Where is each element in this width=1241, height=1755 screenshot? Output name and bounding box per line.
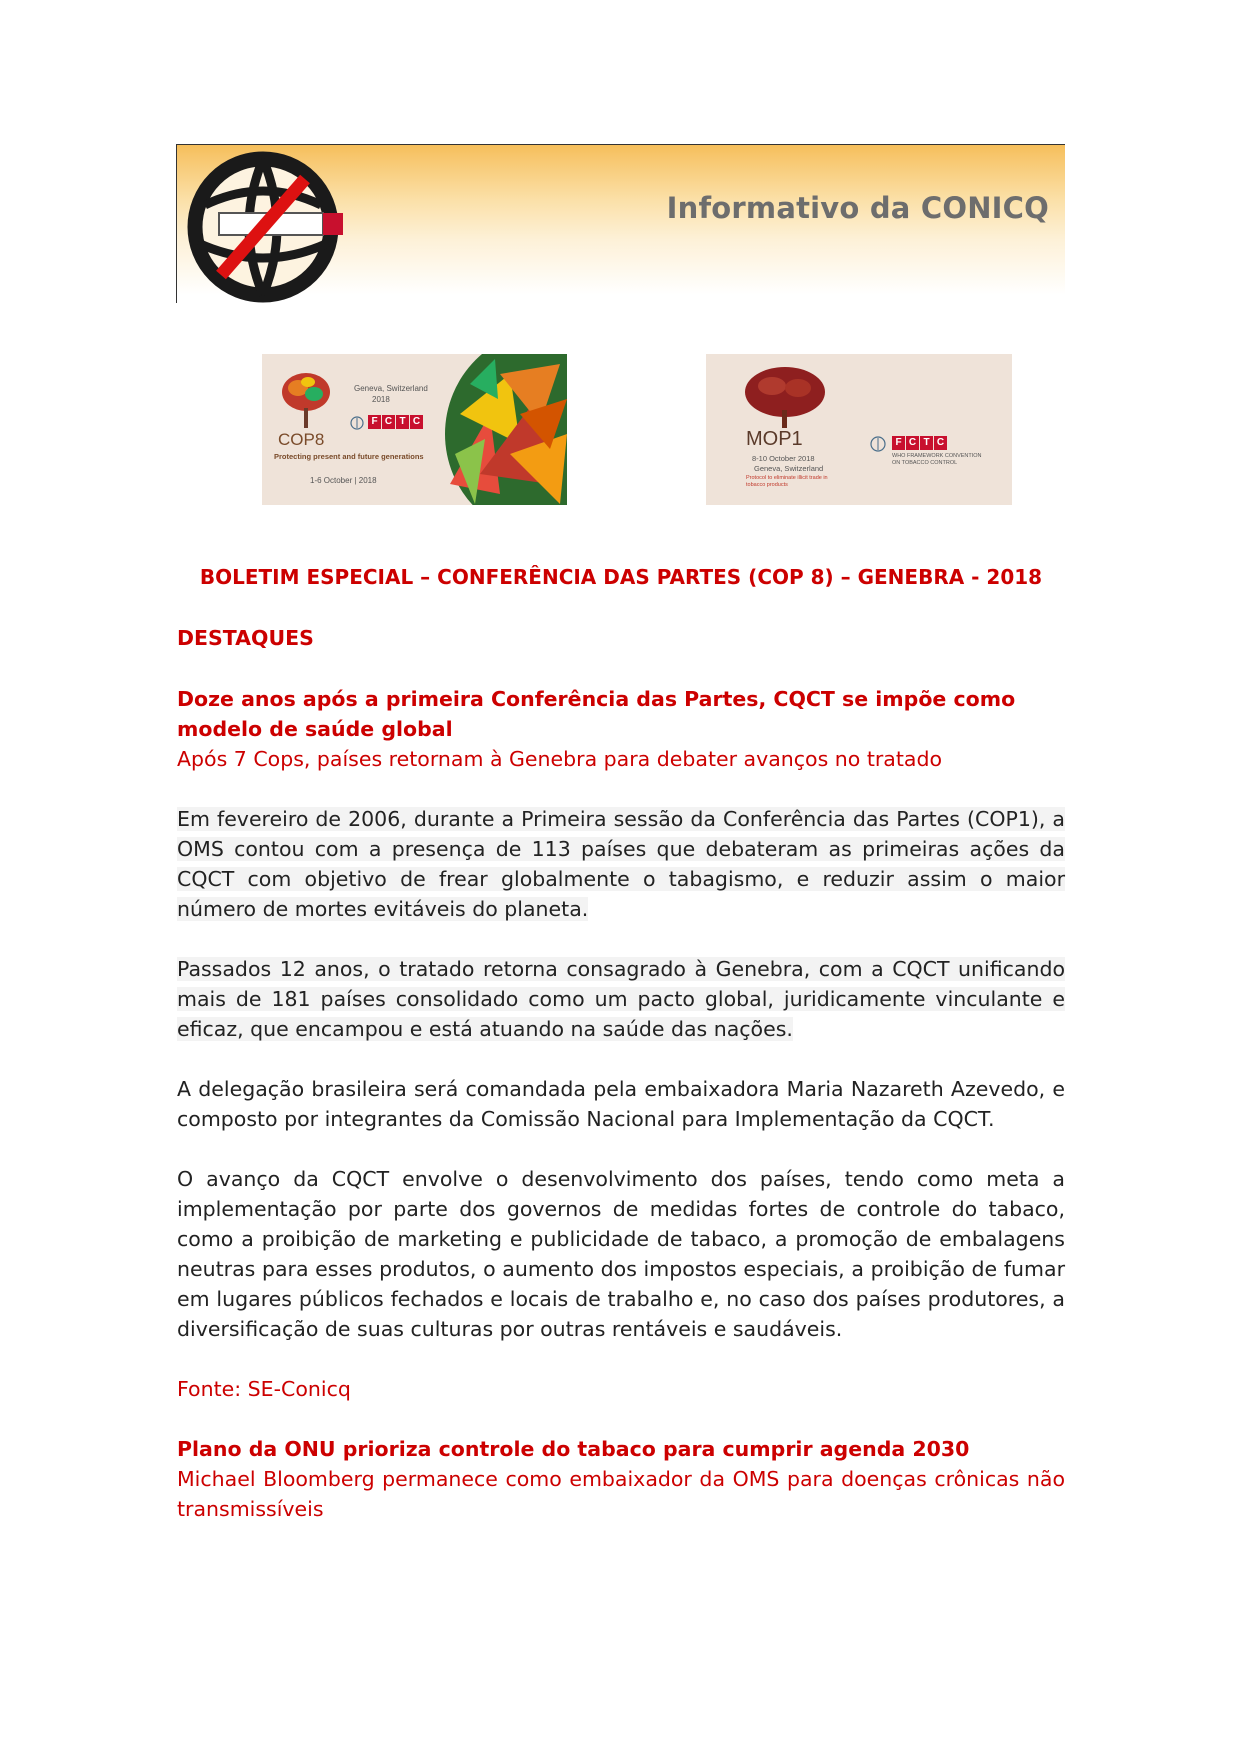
mop1-tagline: Protocol to eliminate illicit trade in tobacco products <box>746 475 828 488</box>
document-body <box>177 562 1065 1524</box>
article2-headline: Plano da ONU prioriza controle do tabaco para cumprir agenda 2030 <box>177 1437 970 1461</box>
cop8-name: COP8 <box>278 430 325 449</box>
bulletin-title: BOLETIM ESPECIAL – CONFERÊNCIA DAS PARTES (COP 8) – GENEBRA - 2018 <box>199 565 1043 589</box>
cop8-location: Geneva, Switzerland <box>354 384 428 393</box>
fctc-letter: T <box>920 436 933 450</box>
article1-paragraph-2: Passados 12 anos, o tratado retorna consagrado à Genebra, com a CQCT unificando mais de 181 países consolidado como um pacto global, juridicamente vinculante e eficaz, que encampou e está atuando na saúde das nações. <box>177 957 1065 1041</box>
article2-subheadline: Michael Bloomberg permanece como embaixador da OMS para doenças crônicas não transmissíveis <box>177 1467 1065 1521</box>
mop1-fctc-caption: WHO FRAMEWORK CONVENTION ON TOBACCO CONTROL <box>892 453 982 466</box>
mop1-dates: 8-10 October 2018 <box>752 454 815 463</box>
fctc-letter: C <box>410 415 423 429</box>
mop1-banner <box>706 354 1012 505</box>
article1-paragraph-4: O avanço da CQCT envolve o desenvolvimento dos países, tendo como meta a implementação por parte dos governos de medidas fortes de controle do tabaco, como a proibição de marketing e publicidade de tabaco, a promoção de embalagens neutras para esses produtos, o aumento dos impostos especiais, a proibição de fumar em lugares públicos fechados e locais de trabalho e, no caso dos países produtores, a diversificação de suas culturas por outras rentáveis e saudáveis. <box>177 1167 1065 1341</box>
header-banner <box>176 144 1065 303</box>
article1-headline: Doze anos após a primeira Conferência das Partes, CQCT se impõe como modelo de saúde global <box>177 687 1016 741</box>
tree-icon <box>744 366 826 428</box>
mop1-fctc-logo <box>892 436 947 450</box>
mop1-name: MOP1 <box>746 428 803 450</box>
article1-paragraph-3: A delegação brasileira será comandada pela embaixadora Maria Nazareth Azevedo, e composto por integrantes da Comissão Nacional para Implementação da CQCT. <box>177 1077 1065 1131</box>
fctc-letter: C <box>382 415 395 429</box>
mop1-location: Geneva, Switzerland <box>754 464 824 473</box>
cop8-year: 2018 <box>372 395 390 404</box>
banner-title: Informativo da CONICQ <box>666 191 1049 225</box>
article1-subheadline: Após 7 Cops, países retornam à Genebra para debater avanços no tratado <box>177 747 943 771</box>
cop8-dates: 1-6 October | 2018 <box>310 476 377 485</box>
tree-icon <box>280 372 332 430</box>
fctc-letter: C <box>934 436 947 450</box>
fctc-letter: F <box>368 415 381 429</box>
fctc-letter: F <box>892 436 905 450</box>
who-emblem-icon <box>350 416 364 430</box>
section-heading: DESTAQUES <box>177 626 314 650</box>
who-emblem-icon <box>870 436 886 452</box>
no-smoking-globe-icon <box>183 147 351 303</box>
cop8-fctc-logo <box>368 415 423 429</box>
cop8-banner <box>262 354 567 505</box>
cop8-tagline: Protecting present and future generations <box>274 452 424 461</box>
fctc-letter: C <box>906 436 919 450</box>
fctc-letter: T <box>396 415 409 429</box>
article1-source: Fonte: SE-Conicq <box>177 1377 351 1401</box>
tree-artwork-icon <box>440 354 567 505</box>
article1-paragraph-1: Em fevereiro de 2006, durante a Primeira sessão da Conferência das Partes (COP1), a OMS contou com a presença de 113 países que debateram as primeiras ações da CQCT com objetivo de frear globalmente o tabagismo, e reduzir assim o maior número de mortes evitáveis do planeta. <box>177 807 1065 921</box>
